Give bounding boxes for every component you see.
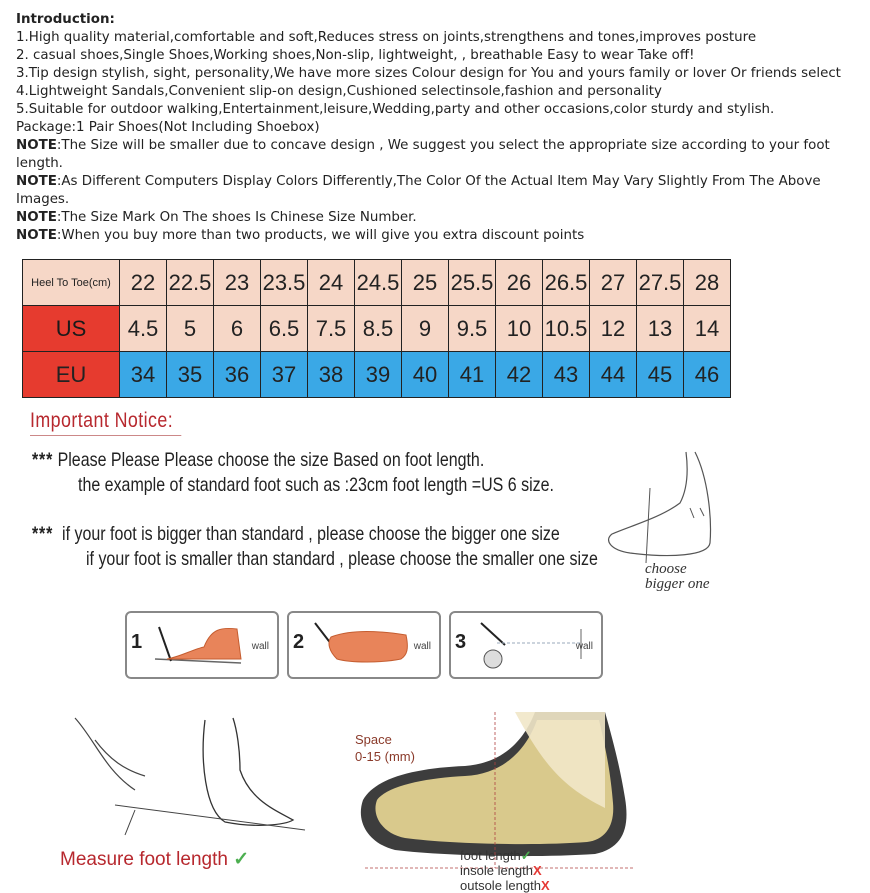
us-cell: 10 (496, 306, 543, 352)
us-cell: 6 (214, 306, 261, 352)
step-3-panel (449, 611, 603, 679)
us-cell: 9.5 (449, 306, 496, 352)
eu-size-row (23, 352, 731, 398)
cross-icon: X (540, 878, 550, 893)
notice-line-3: *** if your foot is bigger than standard , please choose the bigger one size (32, 523, 560, 545)
introduction-section (16, 11, 856, 245)
eu-cell: 34 (120, 352, 167, 398)
wall-label: wall (413, 641, 431, 652)
heel-cell: 27.5 (637, 260, 684, 306)
heel-to-toe-header: Heel To Toe(cm) (23, 260, 120, 306)
notice-line-4: if your foot is smaller than standard , please choose the smaller one size (86, 548, 598, 570)
us-cell: 9 (402, 306, 449, 352)
heel-cell: 24.5 (355, 260, 402, 306)
heel-cell: 28 (684, 260, 731, 306)
foot-top-view-icon (311, 619, 421, 671)
length-legend (460, 848, 550, 893)
us-cell: 14 (684, 306, 731, 352)
eu-cell: 44 (590, 352, 637, 398)
note-4: NOTE:When you buy more than two products, we will give you extra discount points (16, 228, 585, 243)
note-3: NOTE:The Size Mark On The shoes Is Chinese Size Number. (16, 210, 417, 225)
eu-cell: 43 (543, 352, 590, 398)
eu-cell: 36 (214, 352, 261, 398)
choose-bigger-label: choose bigger one (645, 561, 710, 592)
eu-cell: 42 (496, 352, 543, 398)
eu-cell: 41 (449, 352, 496, 398)
measure-steps (125, 611, 603, 679)
us-cell: 10.5 (543, 306, 590, 352)
wall-label: wall (251, 641, 269, 652)
package-line: Package:1 Pair Shoes(Not Including Shoebox) (16, 120, 320, 135)
check-icon: ✓ (520, 848, 532, 863)
heel-cell: 25 (402, 260, 449, 306)
intro-line-4: 4.Lightweight Sandals,Convenient slip-on design,Cushioned selectinsole,fashion and personality (16, 84, 662, 99)
outsole-length-label: outsole lengthX (460, 878, 550, 893)
us-cell: 8.5 (355, 306, 402, 352)
eu-cell: 38 (308, 352, 355, 398)
important-notice-title: Important Notice: (30, 409, 174, 432)
heel-cell: 26 (496, 260, 543, 306)
eu-cell: 45 (637, 352, 684, 398)
step-number: 3 (455, 631, 467, 653)
wall-label: wall (575, 641, 593, 652)
step-2-panel (287, 611, 441, 679)
eu-header: EU (23, 352, 120, 398)
notice-line-2: the example of standard foot such as :23cm foot length =US 6 size. (78, 474, 554, 496)
us-cell: 7.5 (308, 306, 355, 352)
us-cell: 6.5 (261, 306, 308, 352)
us-size-row (23, 306, 731, 352)
measure-foot-length-label: Measure foot length ✓ (60, 849, 250, 870)
check-icon: ✓ (233, 849, 250, 870)
foot-sketch-illustration (600, 448, 730, 568)
us-cell: 12 (590, 306, 637, 352)
ruler-measure-icon (477, 619, 587, 671)
us-cell: 5 (167, 306, 214, 352)
space-tolerance-label: Space 0-15 (mm) (355, 732, 415, 764)
heel-cell: 24 (308, 260, 355, 306)
heel-cell: 22 (120, 260, 167, 306)
insole-length-label: insole lengthX (460, 863, 542, 878)
eu-cell: 39 (355, 352, 402, 398)
notice-line-1: *** Please Please Please choose the size Based on foot length. (32, 449, 485, 471)
heel-cell: 26.5 (543, 260, 590, 306)
us-cell: 4.5 (120, 306, 167, 352)
measure-foot-sketch (55, 710, 325, 850)
note-1: NOTE:The Size will be smaller due to concave design , We suggest you select the appropriate size according to your foot length. (16, 138, 830, 171)
intro-heading: Introduction: (16, 12, 115, 27)
intro-line-3: 3.Tip design stylish, sight, personality,We have more sizes Colour design for You and yours family or lover Or friends select (16, 66, 841, 81)
eu-cell: 35 (167, 352, 214, 398)
foot-length-label: foot length✓ (460, 848, 532, 863)
us-header: US (23, 306, 120, 352)
us-cell: 13 (637, 306, 684, 352)
intro-line-5: 5.Suitable for outdoor walking,Entertainment,leisure,Wedding,party and other occasions,color sturdy and stylish. (16, 102, 775, 117)
intro-line-2: 2. casual shoes,Single Shoes,Working shoes,Non-slip, lightweight, , breathable Easy to wear Take off! (16, 48, 695, 63)
heel-to-toe-row (23, 260, 731, 306)
eu-cell: 46 (684, 352, 731, 398)
eu-cell: 40 (402, 352, 449, 398)
heel-cell: 23.5 (261, 260, 308, 306)
eu-cell: 37 (261, 352, 308, 398)
step-number: 2 (293, 631, 305, 653)
note-2: NOTE:As Different Computers Display Colors Differently,The Color Of the Actual Item May Vary Slightly From The Above Images. (16, 174, 821, 207)
size-chart-table (22, 259, 731, 398)
intro-line-1: 1.High quality material,comfortable and soft,Reduces stress on joints,strengthens and tones,improves posture (16, 30, 757, 45)
step-1-panel (125, 611, 279, 679)
heel-cell: 23 (214, 260, 261, 306)
step-number: 1 (131, 631, 143, 653)
heel-cell: 25.5 (449, 260, 496, 306)
foot-on-paper-icon (149, 619, 249, 671)
heel-cell: 27 (590, 260, 637, 306)
heel-cell: 22.5 (167, 260, 214, 306)
cross-icon: X (533, 863, 542, 878)
